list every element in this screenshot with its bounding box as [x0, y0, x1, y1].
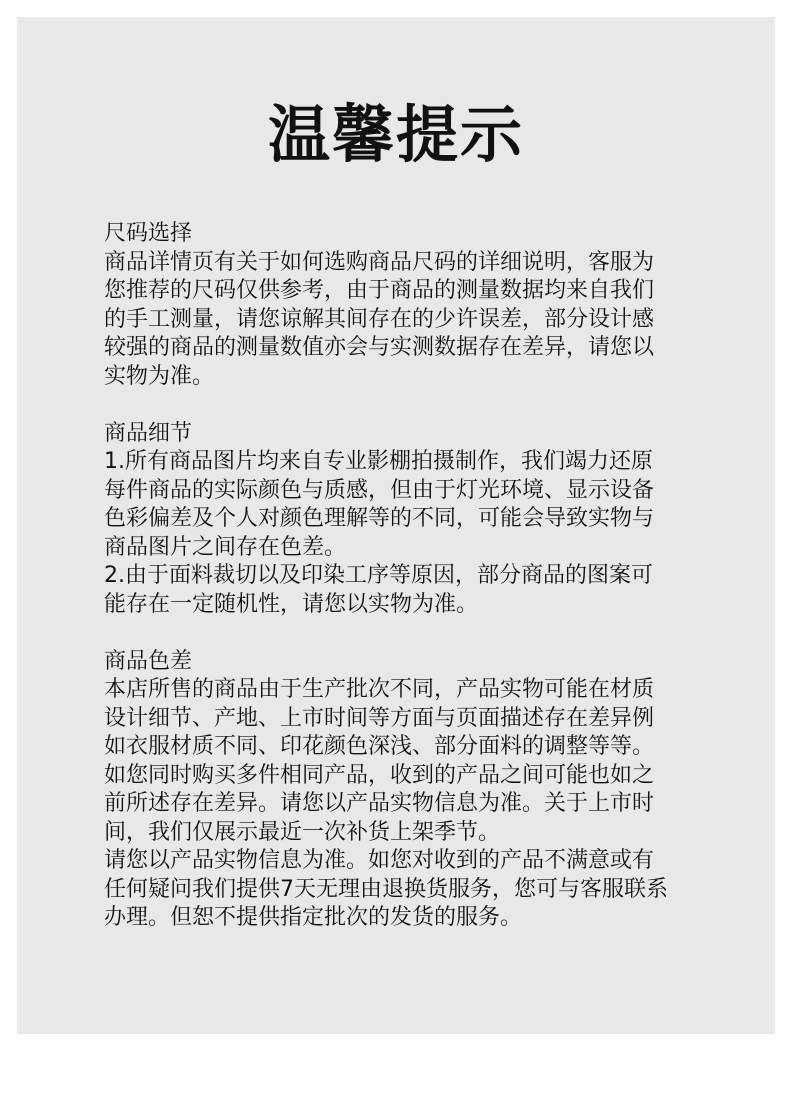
section-heading: 尺码选择 — [104, 221, 193, 246]
section-paragraph: 2.由于面料裁切以及印染工序等原因，部分商品的图案可 能存在一定随机性，请您以实物为准。 — [104, 563, 653, 617]
notice-card — [17, 17, 775, 1034]
section-paragraph: 商品详情页有关于如何选购商品尺码的详细说明，客服为 您推荐的尺码仅供参考，由于商品的测量数据均来自我们 的手工测量，请您谅解其间存在的少许误差，部分设计感 较强的商品的测量数值亦会与实测数据存在差异，请您以 实物为准。 — [104, 249, 655, 389]
section-color-difference — [104, 648, 744, 933]
page-title: 温馨提示 — [267, 98, 524, 171]
section-paragraph: 本店所售的商品由于生产批次不同，产品实物可能在材质 设计细节、产地、上市时间等方面与页面描述存在差异例 如衣服材质不同、印花颜色深浅、部分面料的调整等等。 如您同时购买多件相同产品，收到的产品之间可能也如之 前所述存在差异。请您以产品实物信息为准。关于上市时 间，我们仅展示最近一次补货上架季节。 — [104, 677, 655, 845]
section-heading: 商品色差 — [104, 648, 193, 674]
section-heading: 商品细节 — [104, 420, 193, 446]
section-paragraph: 请您以产品实物信息为准。如您对收到的产品不满意或有 任何疑问我们提供7天无理由退换货服务，您可与客服联系 办理。但恕不提供指定批次的发货的服务。 — [104, 848, 668, 930]
notice-content — [104, 220, 744, 961]
section-product-details — [104, 420, 744, 620]
section-size-selection — [104, 220, 744, 391]
section-paragraph: 1.所有商品图片均来自专业影棚拍摄制作，我们竭力还原 每件商品的实际颜色与质感，但由于灯光环境、显示设备 色彩偏差及个人对颜色理解等的不同，可能会导致实物与 商品图片之间存在色差。 — [104, 449, 655, 560]
